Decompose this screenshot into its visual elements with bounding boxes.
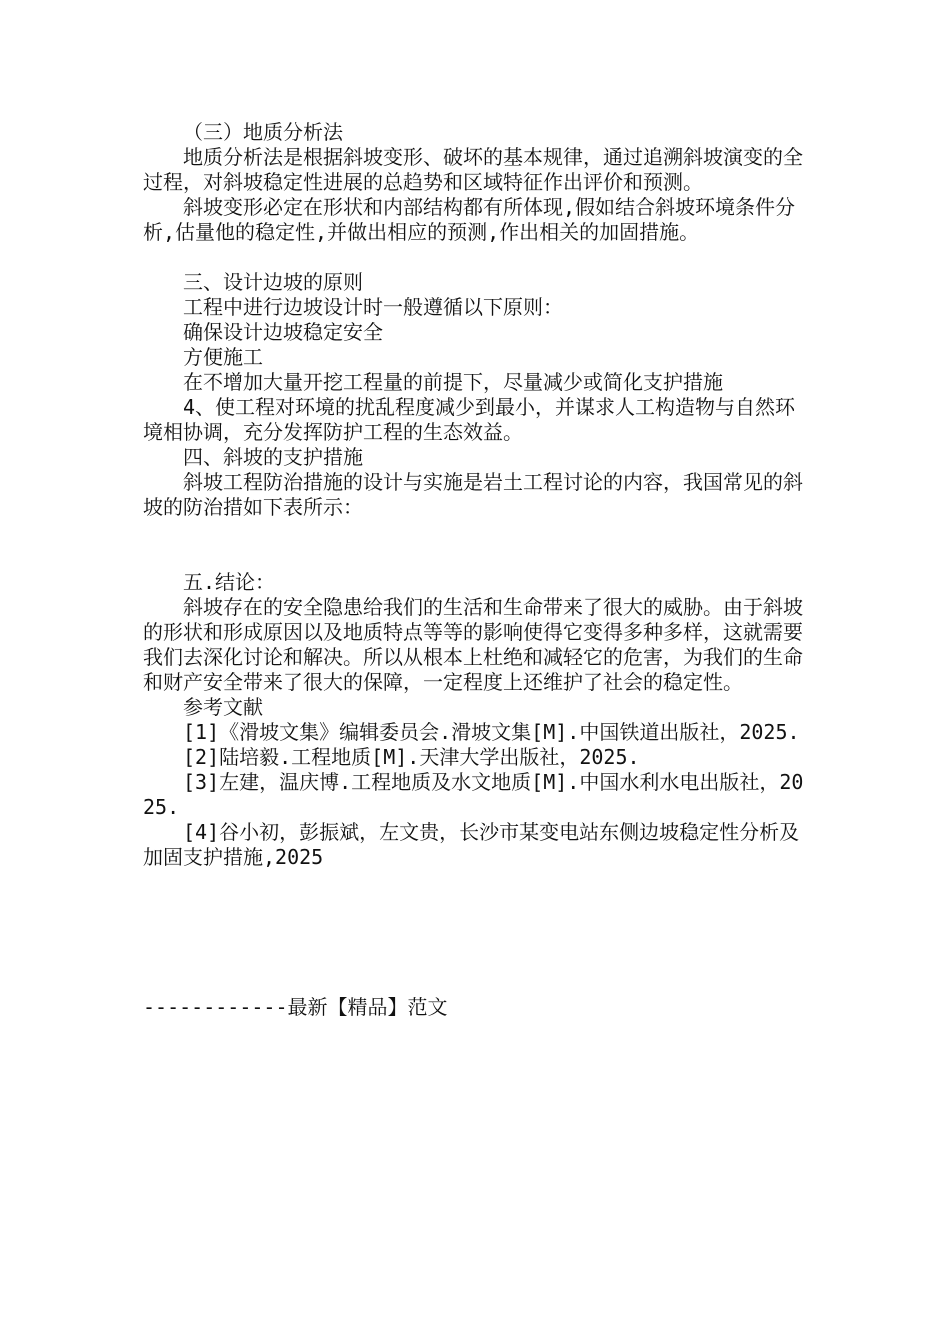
document-body — [143, 120, 808, 870]
footer-text: ------------最新【精品】范文 — [143, 995, 448, 1019]
reference-item: [1]《滑坡文集》编辑委员会.滑坡文集[M].中国铁道出版社，2025. — [183, 720, 800, 744]
principles-intro: 工程中进行边坡设计时一般遵循以下原则： — [183, 295, 563, 319]
reference-item: [3]左建，温庆博.工程地质及水文地质[M].中国水利水电出版社，2025. — [143, 770, 804, 819]
conclusion-paragraph-1: 斜坡存在的安全隐患给我们的生活和生命带来了很大的威胁。由于斜坡的形状和形成原因以及地质特点等等的影响使得它变得多种多样，这就需要我们去深化讨论和解决。所以从根本上杜绝和减轻它的危害，为我们的生命和财产安全带来了很大的保障，一定程度上还维护了社会的稳定性。 — [143, 595, 803, 694]
principle-4: 4、使工程对环境的扰乱程度减少到最小，并谋求人工构造物与自然环境相协调，充分发挥防护工程的生态效益。 — [143, 395, 796, 444]
support-title: 四、斜坡的支护措施 — [183, 445, 363, 469]
support-paragraph-1: 斜坡工程防治措施的设计与实施是岩土工程讨论的内容，我国常见的斜坡的防治措如下表所示： — [143, 470, 803, 519]
reference-item: [2]陆培毅.工程地质[M].天津大学出版社，2025. — [183, 745, 640, 769]
section3-title: （三）地质分析法 — [183, 120, 343, 144]
section3-paragraph-2: 斜坡变形必定在形状和内部结构都有所体现,假如结合斜坡环境条件分析,估量他的稳定性,并做出相应的预测,作出相关的加固措施。 — [143, 195, 796, 244]
principle-1: 确保设计边坡稳定安全 — [183, 320, 383, 344]
blank-line — [143, 245, 808, 270]
blank-lines — [143, 520, 808, 570]
conclusion-title: 五.结论： — [183, 570, 276, 594]
principle-3: 在不增加大量开挖工程量的前提下，尽量减少或简化支护措施 — [183, 370, 723, 394]
section3-paragraph-1: 地质分析法是根据斜坡变形、破坏的基本规律，通过追溯斜坡演变的全过程，对斜坡稳定性进展的总趋势和区域特征作出评价和预测。 — [143, 145, 803, 194]
references-title: 参考文献 — [183, 695, 263, 719]
principle-2: 方便施工 — [183, 345, 263, 369]
reference-item: [4]谷小初，彭振斌，左文贵，长沙市某变电站东侧边坡稳定性分析及加固支护措施,2025 — [143, 820, 800, 869]
principles-title: 三、设计边坡的原则 — [183, 270, 363, 294]
